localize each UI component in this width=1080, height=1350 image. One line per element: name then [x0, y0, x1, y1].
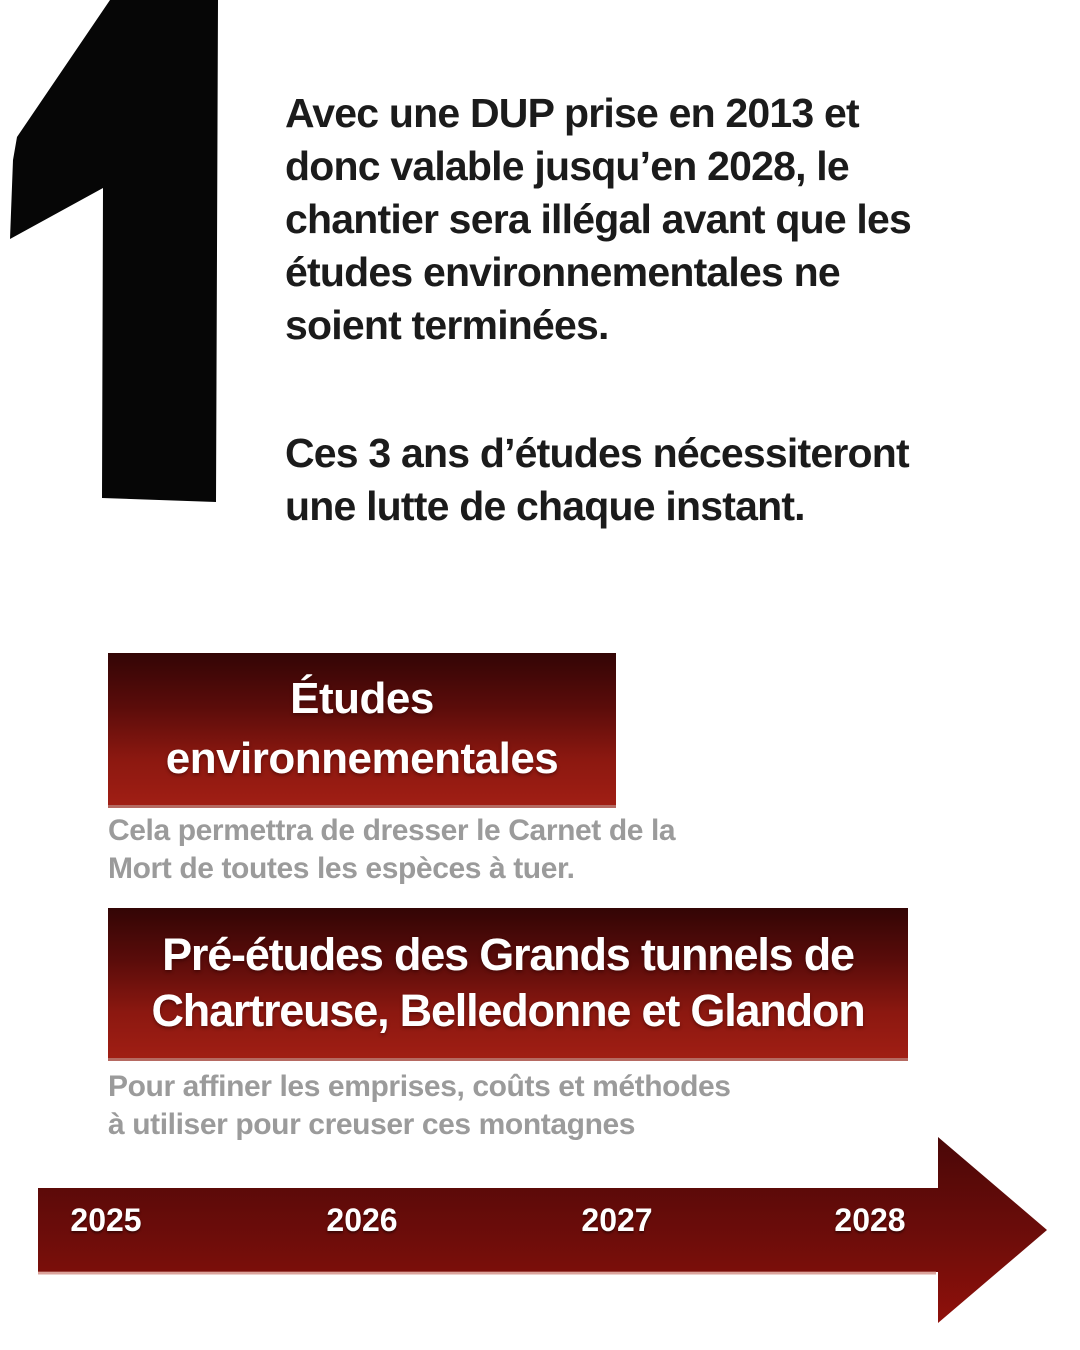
- phase1-banner-title-line: Études: [290, 674, 434, 723]
- intro-p1-line: études environnementales ne: [285, 249, 840, 295]
- big-number-one-graphic: [0, 0, 230, 510]
- phase2-banner-title-line: Chartreuse, Belledonne et Glandon: [151, 985, 865, 1036]
- timeline-year-2025: 2025: [70, 1202, 142, 1238]
- phase1-caption-line: Cela permettra de dresser le Carnet de la: [108, 814, 676, 847]
- phase2-caption: [108, 1068, 731, 1144]
- phase2-banner-title-line: Pré-études des Grands tunnels de: [162, 929, 854, 980]
- intro-paragraph-1: [285, 87, 911, 352]
- intro-p1-line: soient terminées.: [285, 302, 609, 348]
- intro-p2-line: une lutte de chaque instant.: [285, 483, 805, 529]
- timeline-year-2027: 2027: [581, 1202, 653, 1238]
- phase2-caption-line: Pour affiner les emprises, coûts et méthodes: [108, 1070, 731, 1103]
- phase1-banner: [108, 653, 616, 808]
- phase1-banner-title-line: environnementales: [165, 734, 559, 783]
- intro-p1-line: chantier sera illégal avant que les: [285, 196, 912, 242]
- timeline-year-2026: 2026: [326, 1202, 398, 1238]
- intro-paragraph-2: [285, 427, 911, 533]
- intro-p2-line: Ces 3 ans d’études nécessiteront: [285, 430, 909, 476]
- phase1-caption: [108, 812, 675, 888]
- intro-p1-line: donc valable jusqu’en 2028, le: [285, 143, 849, 189]
- phase2-banner: [108, 908, 908, 1061]
- phase2-caption-line: à utiliser pour creuser ces montagnes: [108, 1108, 636, 1141]
- intro-text: [285, 87, 911, 533]
- intro-p1-line: Avec une DUP prise en 2013 et: [285, 90, 859, 136]
- timeline-year-2028: 2028: [834, 1202, 906, 1238]
- phase1-caption-line: Mort de toutes les espèces à tuer.: [108, 852, 575, 885]
